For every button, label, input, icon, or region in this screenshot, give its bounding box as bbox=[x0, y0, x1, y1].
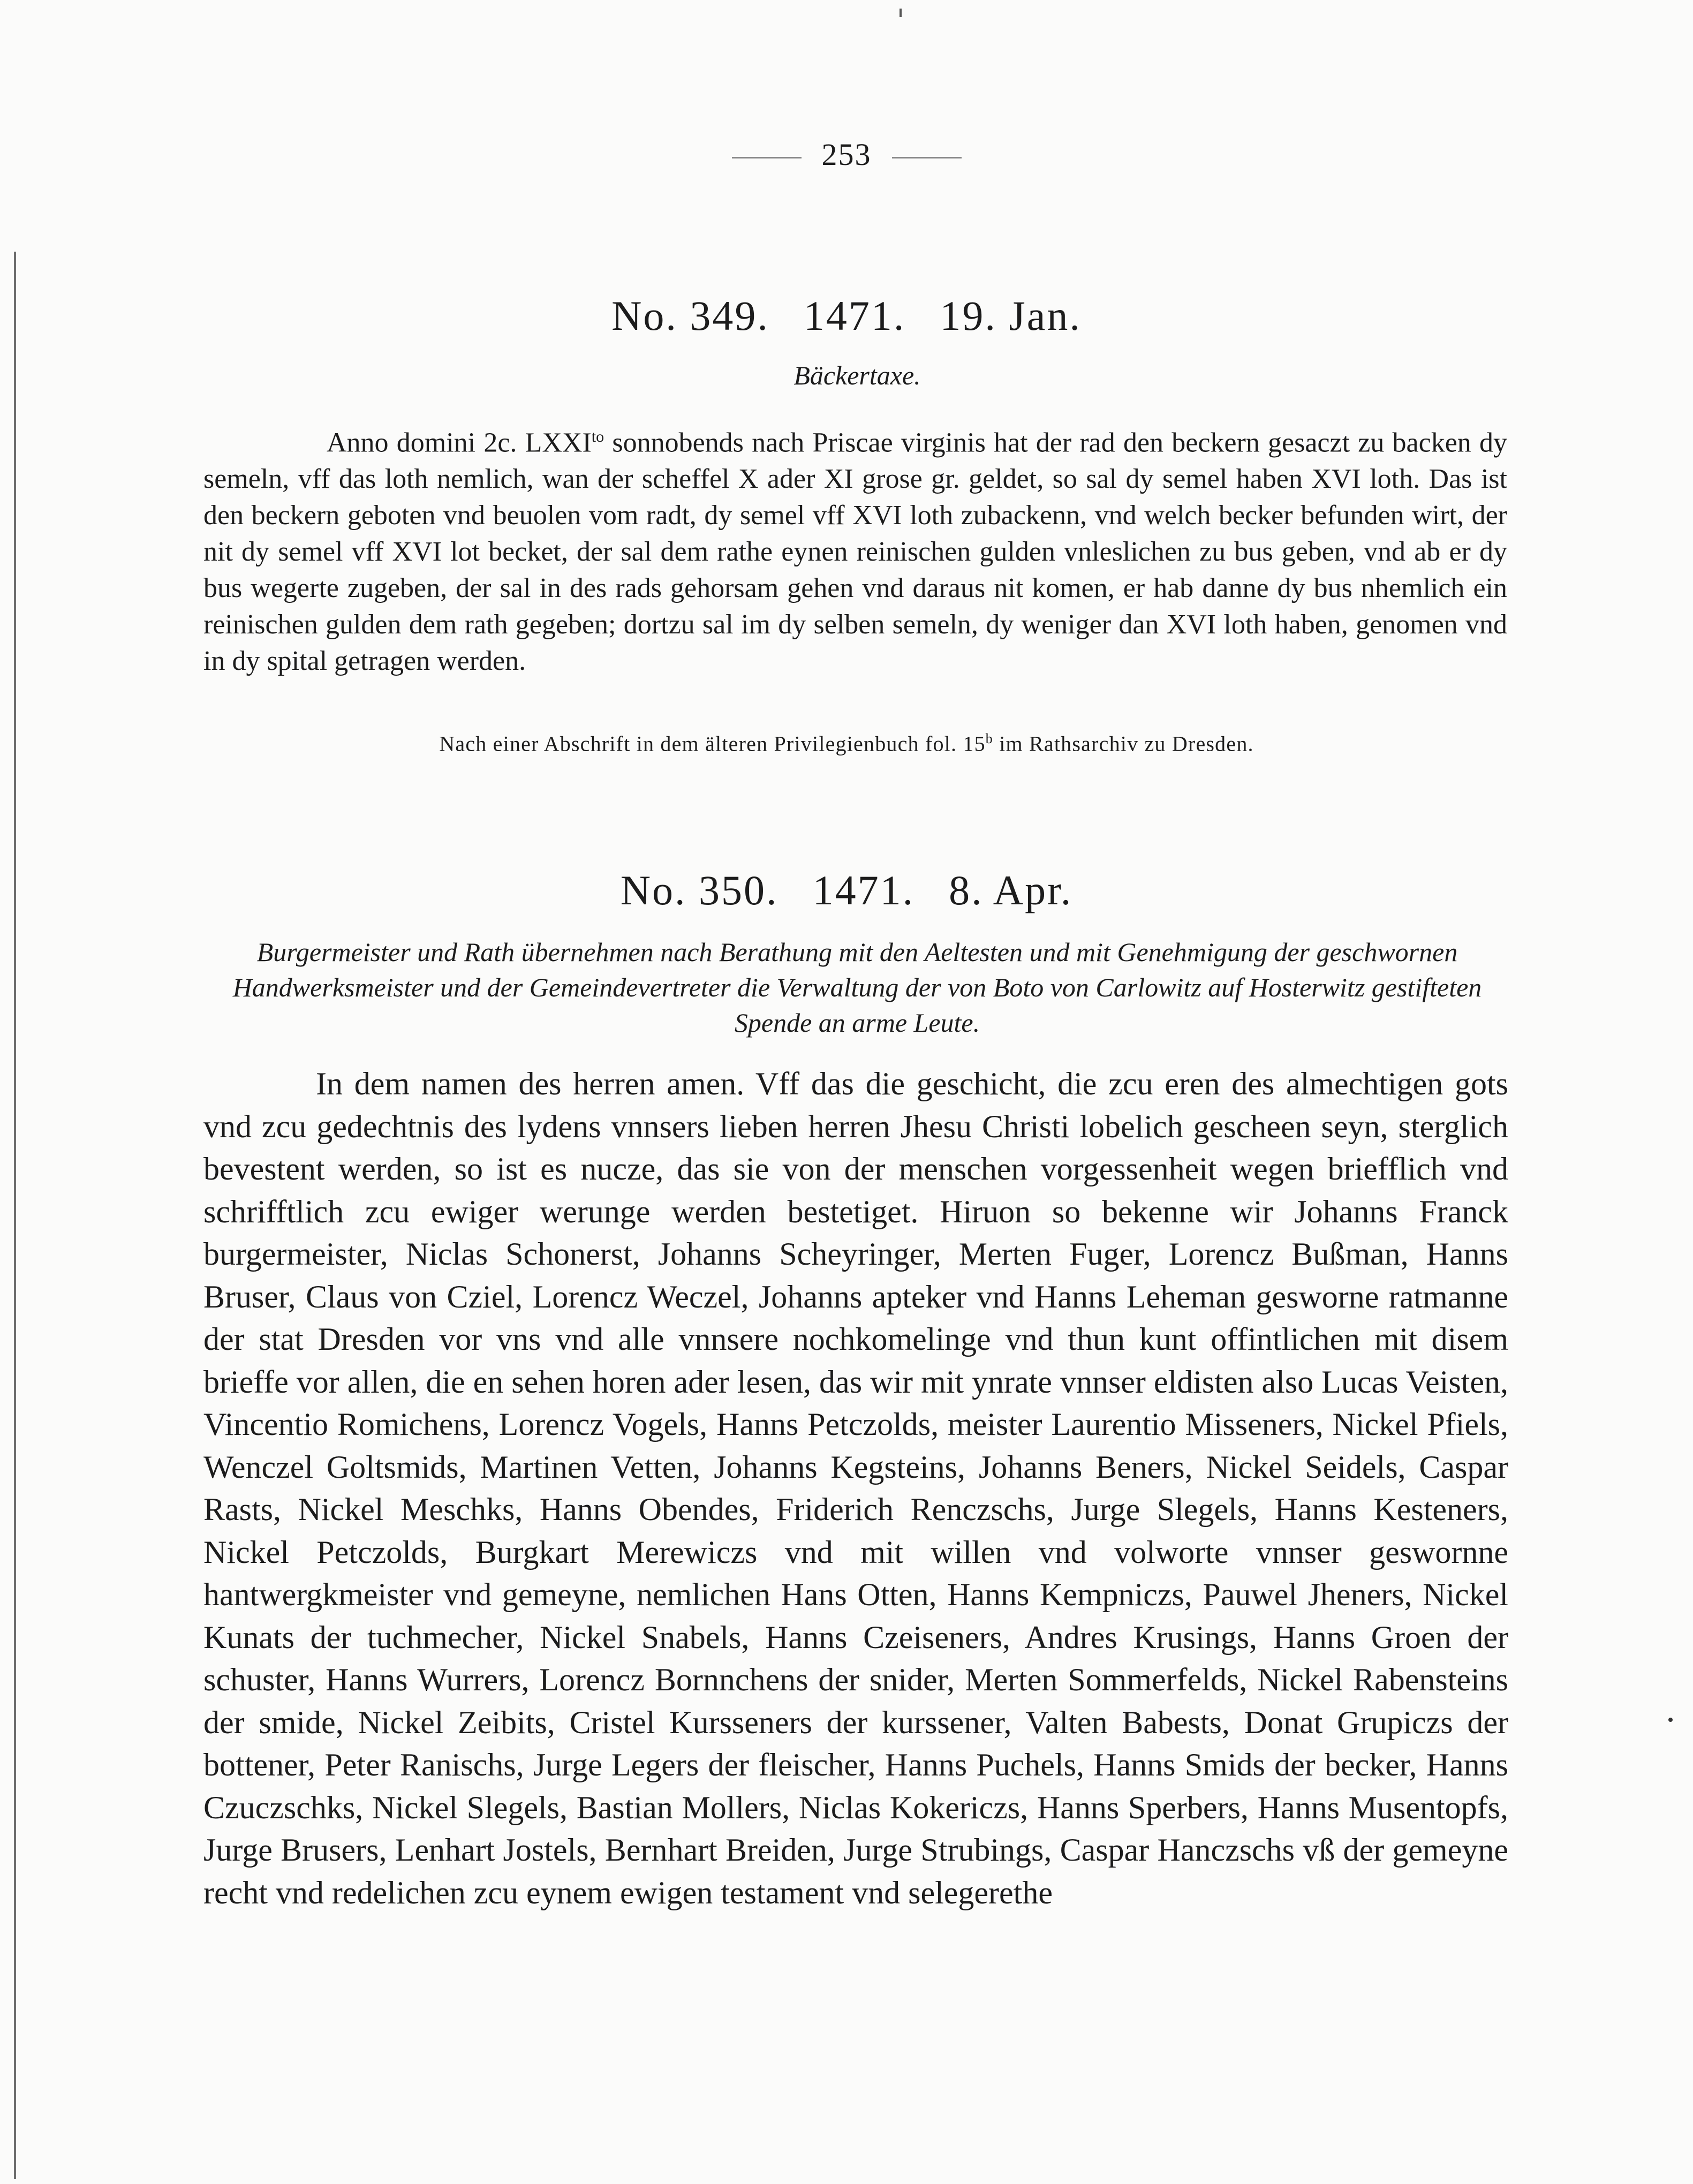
entry-349-text-part1: Anno domini 2c. LXXI bbox=[327, 427, 592, 458]
page-number-dash-right bbox=[892, 157, 962, 158]
entry-349-text-sup: to bbox=[591, 428, 604, 445]
source-note-sup: b bbox=[985, 731, 993, 746]
entry-349-number: No. 349. bbox=[611, 292, 769, 339]
page-number-dash-left bbox=[732, 157, 802, 158]
entry-350-subtitle: Burgermeister und Rath übernehmen nach Berathung mit den Aeltesten und mit Genehmigung der geschwornen Handwerksmeister und der Gemeindevertreter die Verwaltung der von Boto von Carlowitz auf Hosterwitz gestifteten Spende an arme Leute. bbox=[232, 937, 1482, 1038]
entry-350-number: No. 350. bbox=[620, 867, 779, 913]
entry-349-date: 19. Jan. bbox=[940, 292, 1082, 339]
scan-mark bbox=[900, 9, 902, 17]
entry-349-year: 1471. bbox=[803, 292, 906, 339]
source-note-part1: Nach einer Abschrift in dem älteren Privilegienbuch fol. 15 bbox=[439, 731, 986, 756]
source-note-part2: im Rathsarchiv zu Dresden. bbox=[993, 731, 1254, 756]
page-number bbox=[0, 137, 1693, 172]
entry-350-heading bbox=[0, 866, 1693, 915]
entry-350-year: 1471. bbox=[812, 867, 915, 913]
page-edge-line bbox=[14, 252, 16, 2179]
entry-349-text-part2: sonnobends nach Priscae virginis hat der rad den beckern gesaczt zu backen dy semeln, vff das loth nemlich, wan der scheffel X ader XI grose gr. geldet, so sal dy semel haben XVI loth. Das ist den beckern geboten vnd beuolen vom radt, dy semel vff XVI loth zubackenn, vnd welch becker befunden wirt, der nit dy semel vff XVI lot becket, der sal dem rathe eynen reinischen gulden vnleslichen zu bus geben, vnd ab er dy bus wegerte zugeben, der sal in des rads gehorsam gehen vnd daraus nit komen, er hab danne dy bus nhemlich ein reinischen gulden dem rath gegeben; dortzu sal im dy selben semeln, dy weniger dan XVI loth haben, genomen vnd in dy spital getragen werden. bbox=[203, 427, 1507, 677]
page-number-text: 253 bbox=[821, 137, 872, 172]
entry-350-date: 8. Apr. bbox=[949, 867, 1073, 913]
scan-speck bbox=[1668, 1718, 1673, 1722]
entry-349-text bbox=[203, 419, 1507, 679]
entry-349-heading bbox=[0, 292, 1693, 340]
entry-349-source-note bbox=[0, 731, 1693, 756]
entry-349-subtitle: Bäckertaxe. bbox=[793, 360, 921, 390]
entry-350-text: In dem namen des herren amen. Vff das die geschicht, die zcu eren des almechtigen gots vnd zcu gedechtnis des lydens vnnsers lieben herren Jhesu Christi lobelich gescheen seyn, sterglich bevestent werden, so ist es nucze, das sie von der menschen vorgessenheit wegen briefflich vnd schrifftlich zcu ewiger werunge werden bestetiget. Hiruon so bekenne wir Johanns Franck burgermeister, Niclas Schonerst, Johanns Scheyringer, Merten Fuger, Lorencz Bußman, Hanns Bruser, Claus von Cziel, Lorencz Weczel, Johanns apteker vnd Hanns Leheman gesworne ratmanne der stat Dresden vor vns vnd alle vnnsere nochkomelinge vnd thun kunt offintlichen mit disem brieffe vor allen, die en sehen horen ader lesen, das wir mit ynrate vnnser eldisten also Lucas Veisten, Vincentio Romichens, Lorencz Vogels, Hanns Petczolds, meister Laurentio Misseners, Nickel Pfiels, Wenczel Goltsmids, Martinen Vetten, Johanns Kegsteins, Johanns Beners, Nickel Seidels, Caspar Rasts, Nickel Meschks, Hanns Obendes, Friderich Renczschs, Jurge Slegels, Hanns Kesteners, Nickel Petczolds, Burgkart Merewiczs vnd mit willen vnd volworte vnnser geswornne hantwergkmeister vnd gemeyne, nemlichen Hans Otten, Hanns Kempniczs, Pauwel Jheners, Nickel Kunats der tuchmecher, Nickel Snabels, Hanns Czeiseners, Andres Krusings, Hanns Groen der schuster, Hanns Wurrers, Lorencz Bornnchens der snider, Merten Sommerfelds, Nickel Rabensteins der smide, Nickel Zeibits, Cristel Kursseners der kurssener, Valten Babests, Donat Grupiczs der bottener, Peter Ranischs, Jurge Legers der fleischer, Hanns Puchels, Hanns Smids der becker, Hanns Czuczschks, Nickel Slegels, Bastian Mollers, Niclas Kokericzs, Hanns Sperbers, Hanns Musentopfs, Jurge Brusers, Lenhart Jostels, Bernhart Breiden, Jurge Strubings, Caspar Hanczschs vß der gemeyne recht vnd redelichen zcu eynem ewigen testament vnd selegerethe bbox=[203, 1066, 1508, 1910]
